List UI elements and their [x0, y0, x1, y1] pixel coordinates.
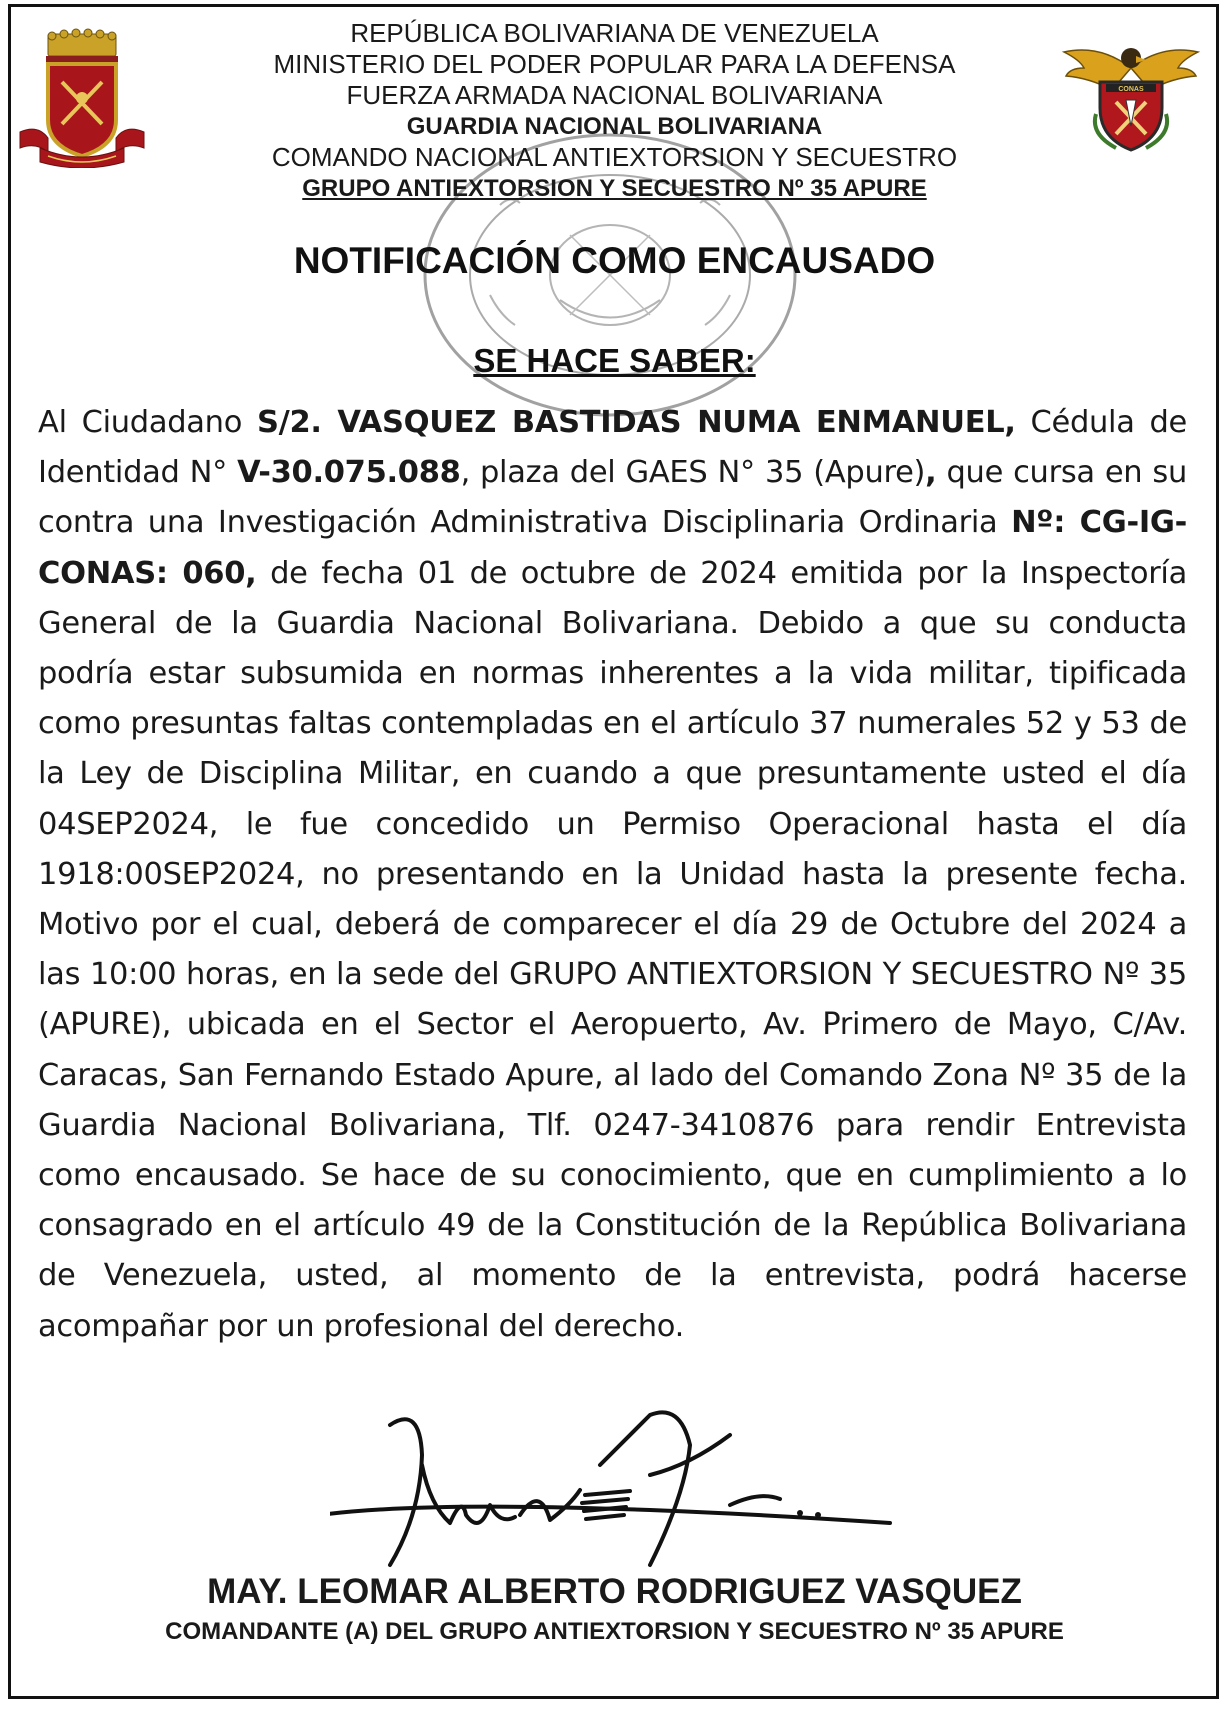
- svg-text:CONAS: CONAS: [1118, 86, 1144, 93]
- comma-text: ,: [925, 455, 937, 491]
- citizen-name: S/2. VASQUEZ BASTIDAS NUMA ENMANUEL,: [256, 405, 1016, 440]
- header-command: COMANDO NACIONAL ANTIEXTORSION Y SECUESTRO: [271, 142, 958, 172]
- body-text: de fecha 01 de octubre de 2024 emitida por la Inspectoría General de la Guardia Nacional Bolivariana. Debido a que su conducta podría estar subsumida en normas inherentes a la vida militar, tipificada como presuntas faltas contempladas en el artículo 37 numerales 52 y 53 de la Ley de Disciplina Militar, en cuando a que presuntamente usted el día 04SEP2024, le fue concedido un Permiso Operacional hasta el día 1918:00SEP2024, no presentando en la Unidad hasta la presente fecha. Motivo por el cual, deberá de comparecer el día 29 de Octubre del 2024 a las 10:00 horas, en la sede del GRUPO ANTIEXTORSION Y SECUESTRO Nº 35 (APURE), ubicada en el Sector el Aeropuerto, Av. Primero de Mayo, C/Av. Caracas, San Fernando Estado Apure, al lado del Comando Zona Nº 35 de la Guardia Nacional Bolivariana, Tlf. 0247-3410876 para rendir Entrevista como encausado. Se hace de su conocimiento, que en cumplimiento a lo consagrado en el artículo 49 de la Constitución de la República Bolivariana de Venezuela, usted, al momento de la entrevista, podrá hacerse acompañar por un profesional del derecho.: [38, 555, 1187, 1344]
- page-title: NOTIFICACIÓN COMO ENCAUSADO: [293, 240, 936, 281]
- handwritten-signature: [330, 1395, 950, 1575]
- notification-body: [38, 398, 1187, 1352]
- section-heading: SE HACE SABER:: [473, 342, 756, 379]
- intro-text: Al Ciudadano: [38, 405, 257, 440]
- header-ministry: MINISTERIO DEL PODER POPULAR PARA LA DEFENSA: [273, 49, 956, 79]
- investigation-number: Nº: CG-IG-CONAS: 060,: [38, 505, 1187, 591]
- plaza-text: , plaza del GAES N° 35 (Apure): [460, 455, 926, 491]
- signatory-role: COMANDANTE (A) DEL GRUPO ANTIEXTORSION Y SECUESTRO Nº 35 APURE: [165, 1618, 1064, 1645]
- cedula-number: V-30.075.088: [237, 455, 461, 491]
- cursa-text: que cursa en su contra una Investigación Administrativa Disciplinaria Ordinaria: [38, 455, 1187, 541]
- header-guard: GUARDIA NACIONAL BOLIVARIANA: [406, 113, 823, 140]
- letterhead: [0, 18, 1229, 204]
- header-armed-force: FUERZA ARMADA NACIONAL BOLIVARIANA: [346, 80, 883, 110]
- signatory-name: MAY. LEOMAR ALBERTO RODRIGUEZ VASQUEZ: [207, 1572, 1022, 1611]
- header-republic: REPÚBLICA BOLIVARIANA DE VENEZUELA: [350, 18, 879, 48]
- cedula-label: Cédula de Identidad N°: [38, 405, 1187, 491]
- header-group: GRUPO ANTIEXTORSION Y SECUESTRO Nº 35 APURE: [302, 175, 927, 202]
